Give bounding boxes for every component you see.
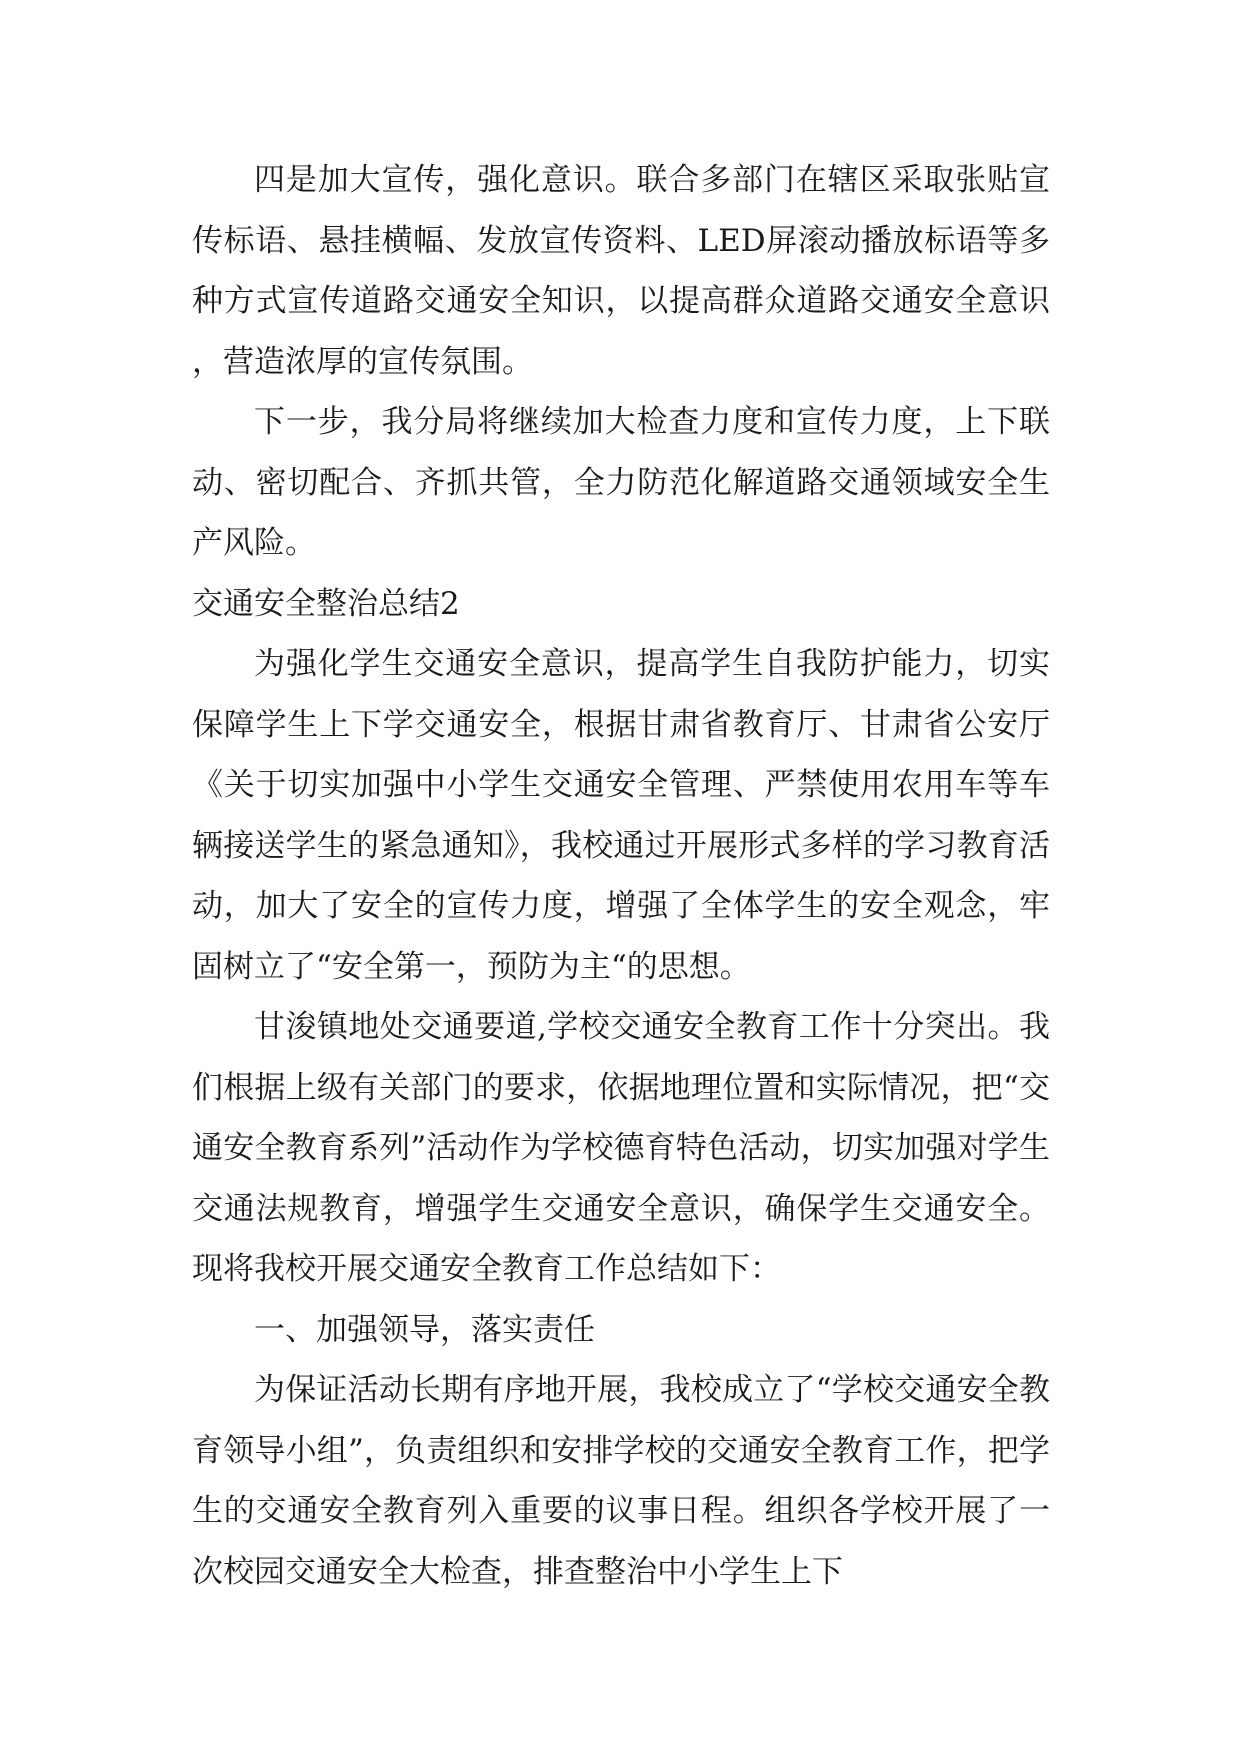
paragraph-next-step: 下一步，我分局将继续加大检查力度和宣传力度，上下联动、密切配合、齐抓共管，全力防范化解道路交通领域安全生产风险。 bbox=[192, 404, 1050, 561]
section-heading: 交通安全整治总结2 bbox=[192, 585, 460, 622]
paragraph-ganjun: 甘浚镇地处交通要道,学校交通安全教育工作十分突出。我们根据上级有关部门的要求，依据地理位置和实际情况，把“交通安全教育系列”活动作为学校德育特色活动，切实加强对学生交通法规教育，增强学生交通安全意识，确保学生交通安全。现将我校开展交通安全教育工作总结如下： bbox=[192, 1009, 1050, 1287]
paragraph-publicity: 四是加大宣传，强化意识。联合多部门在辖区采取张贴宣传标语、悬挂横幅、发放宣传资料、LED屏滚动播放标语等多种方式宣传道路交通安全知识，以提高群众道路交通安全意识，营造浓厚的宣传氛围。 bbox=[192, 162, 1050, 380]
subheading-leadership: 一、加强领导，落实责任 bbox=[254, 1311, 595, 1348]
document-body bbox=[192, 150, 1050, 1602]
paragraph-leadership: 为保证活动长期有序地开展，我校成立了“学校交通安全教育领导小组”，负责组织和安排学校的交通安全教育工作，把学生的交通安全教育列入重要的议事日程。组织各学校开展了一次校园交通安全大检查，排查整治中小学生上下 bbox=[192, 1372, 1050, 1590]
paragraph-intro: 为强化学生交通安全意识，提高学生自我防护能力，切实保障学生上下学交通安全，根据甘肃省教育厅、甘肃省公安厅《关于切实加强中小学生交通安全管理、严禁使用农用车等车辆接送学生的紧急通知》，我校通过开展形式多样的学习教育活动，加大了安全的宣传力度，增强了全体学生的安全观念，牢固树立了“安全第一，预防为主“的思想。 bbox=[192, 646, 1050, 985]
